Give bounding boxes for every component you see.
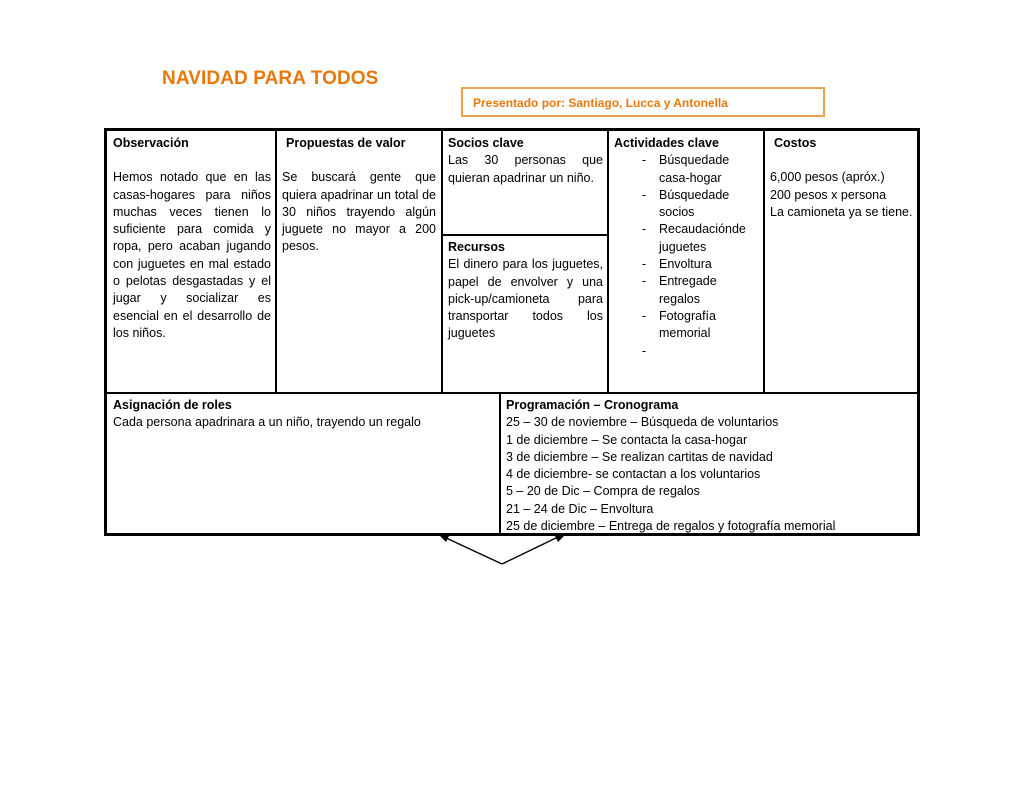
divider-h-main bbox=[107, 392, 917, 394]
page-title: NAVIDAD PARA TODOS bbox=[162, 68, 379, 89]
observacion-text: Hemos notado que en las casas-hogares para niños muchas veces tienen lo suficiente para comida y ropa, pero acaban jugando con juguetes en mal estado o pelotas desgastadas y el jugar y socializar es esencial en el desarrollo de los niños. bbox=[113, 170, 271, 340]
propuestas-heading: Propuestas de valor bbox=[286, 136, 406, 150]
costos-cell bbox=[770, 135, 914, 221]
cronograma-item: 1 de diciembre – Se contacta la casa-hogar bbox=[506, 432, 748, 447]
observacion-cell bbox=[113, 135, 271, 342]
actividades-list bbox=[614, 152, 759, 359]
propuestas-cell bbox=[282, 135, 436, 256]
presented-by-box: Presentado por: Santiago, Lucca y Antonella bbox=[461, 87, 825, 117]
cronograma-item: 5 – 20 de Dic – Compra de regalos bbox=[506, 484, 700, 499]
actividad-item: - Búsquedade socios bbox=[642, 187, 730, 220]
cronograma-cell bbox=[506, 397, 914, 535]
costos-line-1: 6,000 pesos (apróx.) bbox=[770, 170, 885, 185]
socios-cell bbox=[448, 135, 603, 187]
arrows-shape bbox=[430, 528, 580, 570]
recursos-cell bbox=[448, 239, 603, 343]
roles-text: Cada persona apadrinara a un niño, trayendo un regalo bbox=[113, 415, 421, 430]
propuestas-text: Se buscará gente que quiera apadrinar un total de 30 niños trayendo algún juguete no mayor a 200 pesos. bbox=[282, 170, 436, 254]
recursos-heading: Recursos bbox=[448, 240, 505, 254]
actividad-item: - Entregade regalos bbox=[642, 274, 717, 306]
actividades-heading: Actividades clave bbox=[614, 136, 719, 150]
cronograma-item: 3 de diciembre – Se realizan cartitas de navidad bbox=[506, 449, 773, 464]
socios-text: Las 30 personas que quieran apadrinar un niño. bbox=[448, 153, 603, 185]
divider-v4 bbox=[763, 131, 765, 393]
recursos-text: El dinero para los juguetes, papel de envolver y una pick-up/camioneta para transportar todos los juguetes bbox=[448, 257, 603, 341]
divider-v1 bbox=[275, 131, 277, 393]
cronograma-item: 4 de diciembre- se contactan a los voluntarios bbox=[506, 467, 761, 482]
cronograma-item: 25 de diciembre – Entrega de regalos y fotografía memorial bbox=[506, 519, 836, 534]
costos-line-3: La camioneta ya se tiene. bbox=[770, 204, 913, 219]
cronograma-heading: Programación – Cronograma bbox=[506, 398, 679, 412]
cronograma-item: 25 – 30 de noviembre – Búsqueda de voluntarios bbox=[506, 415, 779, 430]
roles-cell bbox=[113, 397, 495, 432]
actividad-item: - Envoltura bbox=[642, 257, 712, 272]
costos-heading: Costos bbox=[774, 136, 817, 150]
divider-v2 bbox=[441, 131, 443, 393]
observacion-heading: Observación bbox=[113, 136, 189, 150]
actividad-item: - bbox=[642, 343, 647, 358]
cronograma-item: 21 – 24 de Dic – Envoltura bbox=[506, 501, 654, 516]
actividad-item: - Recaudaciónde juguetes bbox=[642, 222, 746, 254]
divider-v-bottom bbox=[499, 393, 501, 534]
actividad-item: - Fotografía memorial bbox=[642, 308, 716, 341]
divider-h-socios bbox=[441, 234, 609, 236]
divider-v3 bbox=[607, 131, 609, 393]
roles-heading: Asignación de roles bbox=[113, 398, 232, 412]
costos-line-2: 200 pesos x persona bbox=[770, 187, 887, 202]
socios-heading: Socios clave bbox=[448, 136, 524, 150]
actividad-item: - Búsquedade casa-hogar bbox=[642, 153, 730, 185]
actividades-cell bbox=[614, 135, 759, 360]
business-canvas-table bbox=[104, 128, 920, 536]
